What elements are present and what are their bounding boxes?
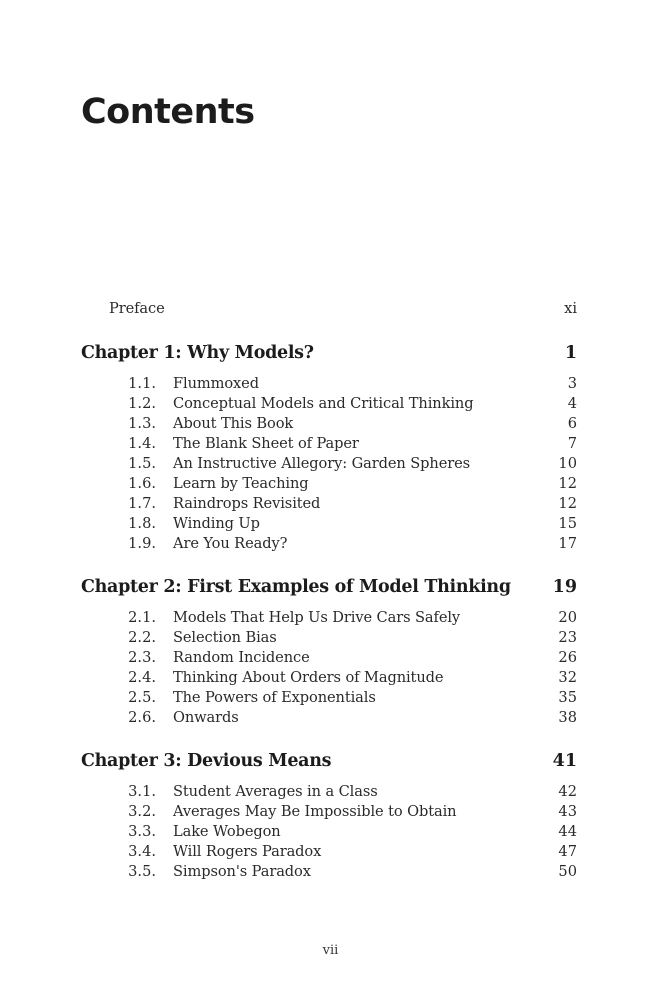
page-number: 19 [552,577,577,597]
section-number: 1.5. [128,455,156,472]
page-number: 47 [558,843,577,860]
section-number: 1.6. [128,475,156,492]
page-number: 1 [564,343,577,363]
page-number: 42 [558,783,577,800]
toc-section[interactable] [0,608,661,628]
section-title: Conceptual Models and Critical Thinking [173,395,474,412]
section-number: 2.3. [128,649,156,666]
section-title: Will Rogers Paradox [173,843,322,860]
section-number: 1.4. [128,435,156,452]
chapter-title: Chapter 3: Devious Means [81,751,332,771]
toc-section[interactable] [0,494,661,514]
section-number: 3.2. [128,803,156,820]
page-number: 4 [567,395,577,412]
section-number: 1.9. [128,535,156,552]
page-number: 20 [558,609,577,626]
section-number: 2.5. [128,689,156,706]
page-number: 6 [567,415,577,432]
section-title: Models That Help Us Drive Cars Safely [173,609,461,626]
page-number: 3 [567,375,577,392]
toc-section[interactable] [0,648,661,668]
toc-section[interactable] [0,454,661,474]
toc-section[interactable] [0,688,661,708]
toc-section[interactable] [0,514,661,534]
page-number: 32 [558,669,577,686]
section-title: Selection Bias [173,629,277,646]
section-title: Simpson's Paradox [173,863,311,880]
chapter-title: Chapter 1: Why Models? [81,343,314,363]
toc-section[interactable] [0,842,661,862]
page-title: Contents [81,92,255,132]
section-number: 2.1. [128,609,156,626]
page-number: 38 [558,709,577,726]
section-title: An Instructive Allegory: Garden Spheres [173,455,471,472]
section-number: 3.3. [128,823,156,840]
entry-title: Preface [109,300,165,317]
toc-section[interactable] [0,534,661,554]
page-number: 7 [567,435,577,452]
page-number: 50 [558,863,577,880]
toc-section[interactable] [0,822,661,842]
section-title: Onwards [173,709,239,726]
section-title: The Blank Sheet of Paper [173,435,359,452]
section-number: 2.2. [128,629,156,646]
toc-section[interactable] [0,394,661,414]
toc-section[interactable] [0,374,661,394]
section-title: Learn by Teaching [173,475,309,492]
section-number: 3.5. [128,863,156,880]
page-number: 12 [558,475,577,492]
section-number: 1.8. [128,515,156,532]
toc-entry-preface[interactable] [0,299,661,319]
page-folio: vii [322,943,339,958]
section-number: 1.3. [128,415,156,432]
page-number: 35 [558,689,577,706]
toc-section[interactable] [0,802,661,822]
chapter-title: Chapter 2: First Examples of Model Thinking [81,577,511,597]
page-number: 23 [558,629,577,646]
page-number: 41 [552,751,577,771]
page-number: 10 [558,455,577,472]
section-title: Flummoxed [173,375,259,392]
page-number: 44 [558,823,577,840]
section-title: About This Book [173,415,294,432]
section-title: Are You Ready? [173,535,288,552]
section-number: 3.4. [128,843,156,860]
toc-chapter-1[interactable] [0,343,661,363]
page-number: 26 [558,649,577,666]
toc-section[interactable] [0,474,661,494]
section-number: 3.1. [128,783,156,800]
toc-section[interactable] [0,708,661,728]
toc-section[interactable] [0,434,661,454]
section-title: Averages May Be Impossible to Obtain [173,803,457,820]
section-title: Lake Wobegon [173,823,281,840]
section-title: The Powers of Exponentials [173,689,376,706]
section-number: 2.4. [128,669,156,686]
toc-section[interactable] [0,628,661,648]
section-number: 1.2. [128,395,156,412]
page-number: 15 [558,515,577,532]
section-title: Raindrops Revisited [173,495,321,512]
section-title: Student Averages in a Class [173,783,378,800]
toc-section[interactable] [0,782,661,802]
page-number: 43 [558,803,577,820]
toc-section[interactable] [0,668,661,688]
toc-section[interactable] [0,414,661,434]
page-number: xi [564,300,577,317]
toc-section[interactable] [0,862,661,882]
section-title: Random Incidence [173,649,310,666]
section-title: Winding Up [173,515,260,532]
page-number: 12 [558,495,577,512]
section-title: Thinking About Orders of Magnitude [173,669,444,686]
section-number: 2.6. [128,709,156,726]
section-number: 1.7. [128,495,156,512]
toc-chapter-2[interactable] [0,577,661,597]
page-number: 17 [558,535,577,552]
toc-chapter-3[interactable] [0,751,661,771]
section-number: 1.1. [128,375,156,392]
